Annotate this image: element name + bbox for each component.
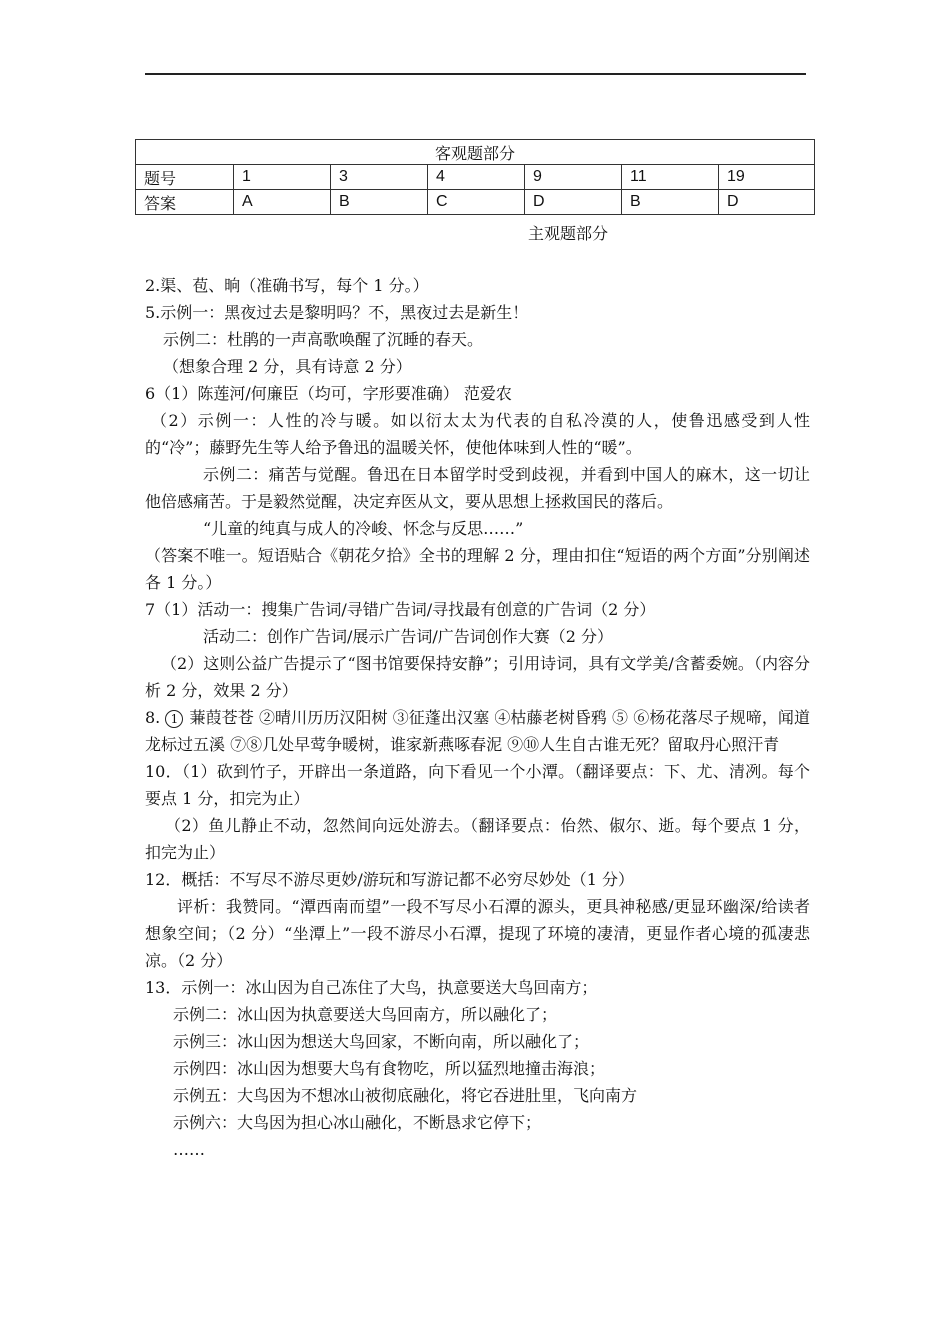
answer-line: …… xyxy=(173,1140,205,1159)
answer-line: 2.渠、苞、晌（准确书写，每个 1 分。） xyxy=(145,276,429,295)
objective-answer-table xyxy=(135,139,815,215)
answer-paragraph xyxy=(145,704,810,758)
answer-paragraph: 示例二：痛苦与觉醒。鲁迅在日本留学时受到歧视，并看到中国人的麻木，这一切让他倍感痛苦。于是毅然觉醒，决定弃医从文，要从思想上拯救国民的落后。 xyxy=(145,465,810,511)
answer-paragraph: （答案不唯一。短语贴合《朝花夕拾》全书的理解 2 分，理由扣住“短语的两个方面”分别阐述各 1 分。） xyxy=(145,546,810,592)
answer-cell: B xyxy=(331,190,428,215)
subjective-title: 主观题部分 xyxy=(528,224,609,243)
header-rule xyxy=(145,73,806,75)
answer-paragraph: 10．（1）砍到竹子，开辟出一条道路，向下看见一个小潭。（翻译要点：下、尤、清冽。每个要点 1 分，扣完为止） xyxy=(145,762,810,808)
question-number: 3 xyxy=(331,165,428,190)
answer-line: “儿童的纯真与成人的冷峻、怀念与反思……” xyxy=(203,519,524,538)
answer-line: 示例二：杜鹃的一声高歌唤醒了沉睡的春天。 xyxy=(163,330,484,349)
answer-paragraph: （2）示例一：人性的冷与暖。如以衍太太为代表的自私冷漠的人，使鲁迅感受到人性的“冷”；藤野先生等人给予鲁迅的温暖关怀，使他体味到人性的“暖”。 xyxy=(145,411,810,457)
row-label-number: 题号 xyxy=(136,165,234,190)
answer-paragraph: 评析：我赞同。“潭西南而望”一段不写尽小石潭的源头，更具神秘感/更显环幽深/给读者想象空间；（2 分）“坐潭上”一段不游尽小石潭，提现了环境的凄清，更显作者心境的孤凄悲凉。（2 分） xyxy=(145,897,810,970)
q8-number: 8. xyxy=(145,708,161,727)
answer-key-body xyxy=(145,272,810,1163)
answer-cell: D xyxy=(719,190,815,215)
answer-line: 5.示例一：黑夜过去是黎明吗？不，黑夜过去是新生！ xyxy=(145,303,529,322)
q8-text: 蒹葭苍苍 ②晴川历历汉阳树 ③征蓬出汉塞 ④枯藤老树昏鸦 ⑤ ⑥杨花落尽子规啼，闻道龙标过五溪 ⑦⑧几处早莺争暖树，谁家新燕啄春泥 ⑨⑩人生自古谁无死？留取丹心照汗青 xyxy=(145,708,810,754)
answer-line: 7（1）活动一：搜集广告词/寻错广告词/寻找最有创意的广告词（2 分） xyxy=(145,600,656,619)
circled-number: 1 xyxy=(165,710,183,728)
row-label-answer: 答案 xyxy=(136,190,234,215)
answer-line: 活动二：创作广告词/展示广告词/广告词创作大赛（2 分） xyxy=(203,627,614,646)
answer-line: 示例四：冰山因为想要大鸟有食物吃，所以猛烈地撞击海浪； xyxy=(173,1059,606,1078)
answer-cell: A xyxy=(234,190,331,215)
objective-title: 客观题部分 xyxy=(136,140,815,165)
answer-line: 示例二：冰山因为执意要送大鸟回南方，所以融化了； xyxy=(173,1005,558,1024)
table-row xyxy=(136,190,815,215)
answer-line: 12．概括：不写尽不游尽更妙/游玩和写游记都不必穷尽妙处（1 分） xyxy=(145,870,635,889)
table-row xyxy=(136,165,815,190)
answer-cell: D xyxy=(525,190,622,215)
answer-line: 示例六：大鸟因为担心冰山融化，不断恳求它停下； xyxy=(173,1113,542,1132)
answer-line: （想象合理 2 分，具有诗意 2 分） xyxy=(163,357,412,376)
question-number: 4 xyxy=(428,165,525,190)
question-number: 1 xyxy=(234,165,331,190)
answer-paragraph: （2）这则公益广告提示了“图书馆要保持安静”；引用诗词，具有文学美/含蓄委婉。（内容分析 2 分，效果 2 分） xyxy=(145,654,810,700)
question-number: 19 xyxy=(719,165,815,190)
answer-line: 示例三：冰山因为想送大鸟回家，不断向南，所以融化了； xyxy=(173,1032,590,1051)
answer-line: 13．示例一：冰山因为自己冻住了大鸟，执意要送大鸟回南方； xyxy=(145,978,598,997)
answer-line: 示例五：大鸟因为不想冰山被彻底融化，将它吞进肚里，飞向南方 xyxy=(173,1086,638,1105)
question-number: 9 xyxy=(525,165,622,190)
answer-line: 6（1）陈莲河/何廉臣（均可，字形要准确） 范爱农 xyxy=(145,384,512,403)
question-number: 11 xyxy=(622,165,719,190)
answer-paragraph: （2）鱼儿静止不动，忽然间向远处游去。（翻译要点：佁然、俶尔、逝。每个要点 1 分，扣完为止） xyxy=(145,816,810,862)
answer-cell: B xyxy=(622,190,719,215)
answer-cell: C xyxy=(428,190,525,215)
